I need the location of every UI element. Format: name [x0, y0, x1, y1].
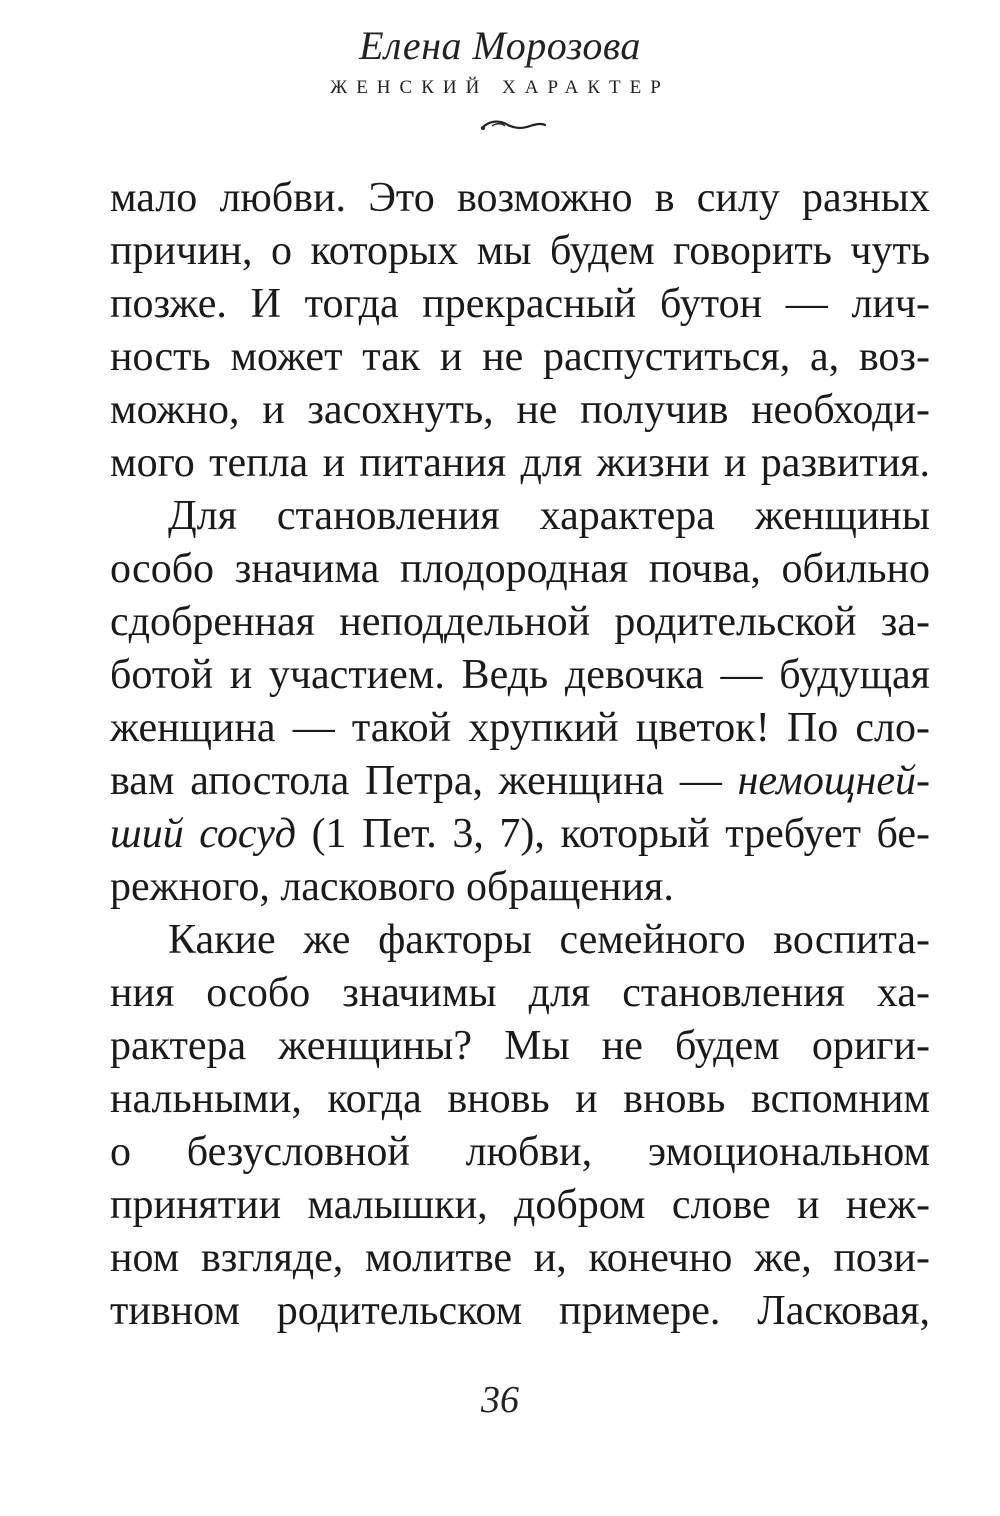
text-line — [110, 808, 930, 861]
text-line: сдобренная неподдельной родительской за- — [110, 599, 930, 645]
body-text — [110, 172, 930, 1338]
text-line: мало любви. Это возможно в силу разных — [110, 175, 930, 221]
text-segment: (1 Пет. 3, 7), который требует бе- — [296, 811, 930, 857]
text-segment: вам апостола Петра, женщина — — [110, 758, 738, 804]
text-line: позже. И тогда прекрасный бутон — лич- — [110, 281, 930, 327]
italic-quote: ший сосуд — [110, 811, 296, 857]
text-line: ния особо значимы для становления ха- — [110, 970, 930, 1016]
text-line: рактера женщины? Мы не будем ориги- — [110, 1023, 930, 1069]
text-line — [110, 755, 930, 808]
text-line: причин, о которых мы будем говорить чуть — [110, 228, 930, 274]
paragraph-first-line: Для становления характера женщины — [168, 493, 930, 539]
text-line: ном взгляде, молитве и, конечно же, пози- — [110, 1235, 930, 1281]
text-line: нальными, когда вновь и вновь вспомним — [110, 1076, 930, 1122]
text-line: ность может так и не распуститься, а, воз- — [110, 334, 930, 380]
text-line: ботой и участием. Ведь девочка — будущая — [110, 652, 930, 698]
running-header-title: ЖЕНСКИЙ ХАРАКТЕР — [330, 77, 670, 98]
text-line: особо значима плодородная почва, обильно — [110, 546, 930, 592]
text-line: тивном родительском примере. Ласковая, — [110, 1288, 930, 1334]
running-header-author: Елена Морозова — [359, 23, 641, 68]
text-line: о безусловной любви, эмоциональном — [110, 1129, 930, 1175]
text-line: принятии малышки, добром слове и неж- — [110, 1182, 930, 1228]
page-number: 36 — [481, 1379, 519, 1421]
italic-quote: немощней- — [737, 758, 930, 804]
paragraph-first-line: Какие же факторы семейного воспита- — [168, 917, 930, 963]
ornament-flourish-icon — [478, 114, 548, 136]
text-line: режного, ласкового обращения. — [110, 864, 674, 910]
text-line: женщина — такой хрупкий цветок! По сло- — [110, 705, 930, 751]
text-line: мого тепла и питания для жизни и развития. — [110, 440, 930, 486]
text-line: можно, и засохнуть, не получив необходи- — [110, 387, 930, 433]
